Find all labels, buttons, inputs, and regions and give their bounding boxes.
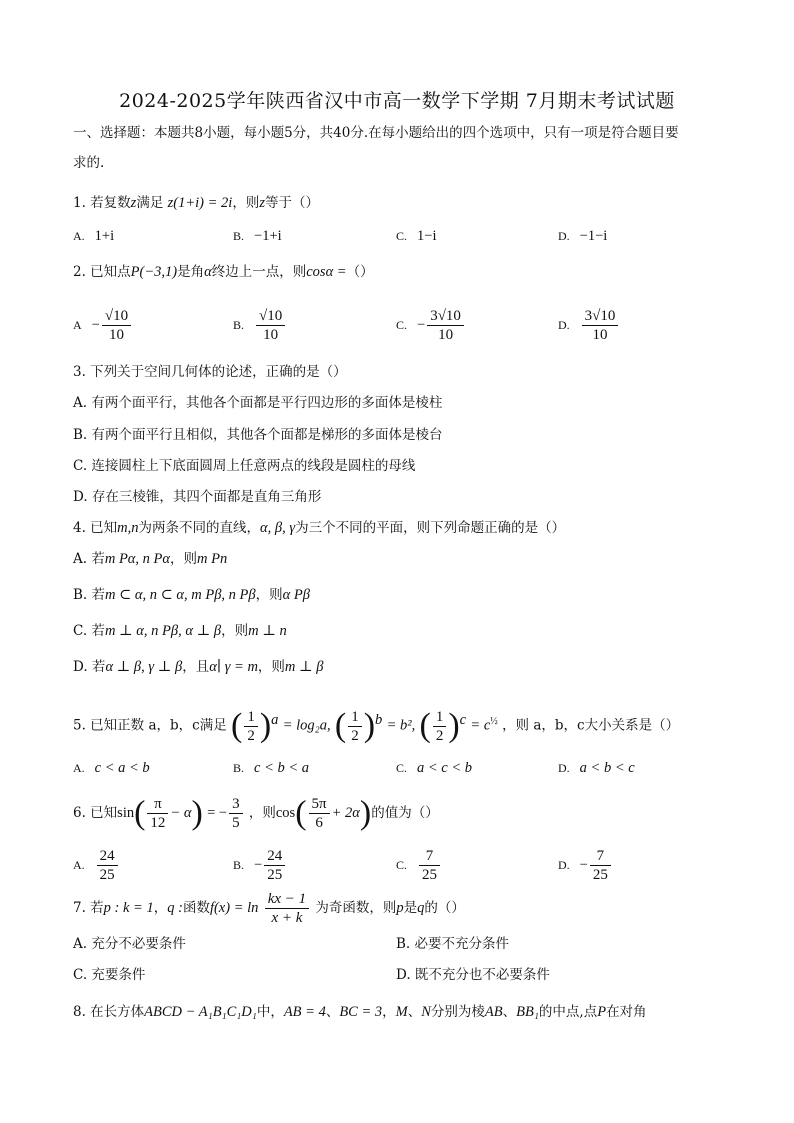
q3-option-d[interactable]: D. 存在三棱锥，其四个面都是直角三角形: [73, 489, 322, 505]
q2-option-b[interactable]: B. $\frac{√10}{10}$: [233, 307, 287, 344]
q2-option-d[interactable]: D. $\frac{3√10}{10}$: [558, 307, 620, 344]
q6-option-c[interactable]: C. $\frac{7}{25}$: [396, 847, 442, 884]
q5-option-b[interactable]: B. c < b < a: [233, 760, 310, 776]
question-4-stem: 4. 已知m,n为两条不同的直线，α, β, γ为三个不同的平面，则下列命题正确的是（）: [73, 520, 566, 536]
q7-option-b[interactable]: B. 必要不充分条件: [396, 936, 510, 952]
q3-option-a[interactable]: A. 有两个面平行，其他各个面都是平行四边形的多面体是棱柱: [73, 395, 443, 411]
question-5-stem: 5. 已知正数 a，b，c满足 ( $\frac{1}{2}$ )$^a$ = log₂a, ( $\frac{1}{2}$ )$^b$ = b², ( $\frac{1}{2}$ )$^c = c^{\frac{1}{2}}$ ，则 a，b，c大小关系是（）: [73, 707, 680, 744]
q5-option-a[interactable]: A. c < a < b: [73, 760, 150, 776]
q6-option-b[interactable]: B. − $\frac{24}{25}$: [233, 847, 287, 884]
q5-option-c[interactable]: C. a < c < b: [396, 760, 473, 776]
q2-option-a[interactable]: A − $\frac{√10}{10}$: [73, 307, 133, 344]
q4-option-b[interactable]: B. 若m ⊂ α, n ⊂ α, m Pβ, n Pβ，则α Pβ: [73, 587, 310, 603]
question-6-stem: 6. 已知sin( $\frac{\pi}{12}$ − α) = − $\frac{3}{5}$ ，则cos( $\frac{5\pi}{6}$ + 2α)的值为（）: [73, 794, 439, 832]
section-instructions: 一、选择题：本题共8小题，每小题5分，共40分.在每小题给出的四个选项中，只有一项是符合题目要: [73, 125, 679, 141]
question-7-stem: 7. 若p : k = 1，q :函数f(x) = ln $\frac{kx - 1}{x + k}$ 为奇函数，则p是q的（）: [73, 891, 465, 926]
page-title: 2024-2025学年陕西省汉中市高一数学下学期 7月期末考试试题: [119, 90, 675, 112]
question-1-stem: 1. 若复数z满足 z(1+i) = 2i，则z等于（）: [73, 195, 319, 211]
q7-option-a[interactable]: A. 充分不必要条件: [73, 936, 186, 952]
q1-option-c[interactable]: C. 1−i: [396, 228, 437, 244]
q7-option-d[interactable]: D. 既不充分也不必要条件: [396, 967, 550, 983]
q7-option-c[interactable]: C. 充要条件: [73, 967, 146, 983]
q1-option-b[interactable]: B. −1+i: [233, 228, 282, 244]
q5-option-d[interactable]: D. a < b < c: [558, 760, 635, 776]
question-2-stem: 2. 已知点P(−3,1)是角α终边上一点，则cosα =（）: [73, 264, 374, 280]
q4-option-d[interactable]: D. 若α ⊥ β, γ ⊥ β，且α∣ γ = m，则m ⊥ β: [73, 659, 324, 675]
q6-option-a[interactable]: A. $\frac{24}{25}$: [73, 847, 120, 884]
q1-option-a[interactable]: A. 1+i: [73, 228, 115, 244]
q6-option-d[interactable]: D. − $\frac{7}{25}$: [558, 847, 613, 884]
q3-option-c[interactable]: C. 连接圆柱上下底面圆周上任意两点的线段是圆柱的母线: [73, 458, 416, 474]
q4-option-c[interactable]: C. 若m ⊥ α, n Pβ, α ⊥ β，则m ⊥ n: [73, 623, 287, 639]
q1-option-d[interactable]: D. −1−i: [558, 228, 608, 244]
section-instructions-cont: 求的.: [73, 155, 105, 171]
q3-option-b[interactable]: B. 有两个面平行且相似，其他各个面都是梯形的多面体是棱台: [73, 427, 443, 443]
question-8-stem: 8. 在长方体ABCD − A₁B₁C₁D₁中，AB = 4、BC = 3，M、N分别为棱AB、BB₁的中点,点P在对角: [73, 1004, 647, 1020]
q4-option-a[interactable]: A. 若m Pα, n Pα，则m Pn: [73, 551, 228, 567]
question-3-stem: 3. 下列关于空间几何体的论述，正确的是（）: [73, 364, 347, 380]
q2-option-c[interactable]: C. − $\frac{3√10}{10}$: [396, 307, 466, 344]
